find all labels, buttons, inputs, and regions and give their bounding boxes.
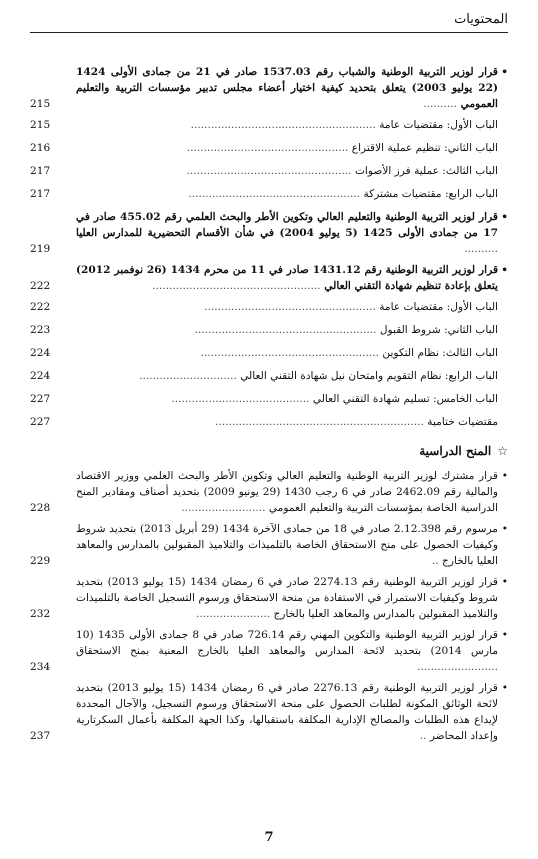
toc-subentry[interactable]: الباب الثاني: شروط القبول ...................................................... 223: [30, 324, 498, 336]
entry-title: الباب الثاني: تنظيم عملية الاقتراع: [351, 142, 498, 154]
toc-entry[interactable]: • مرسوم رقم 2.12.398 صادر في 18 من جمادى الآخرة 1434 (29 أبريل 2013) بتحديد شروط وكيفيات الحصول على منح الاستحقاق الخاصة بالتلميذات والتلاميذ المقبولين بالمدارس والمعاهد العليا بالخارج .. 229: [30, 523, 508, 567]
page-number: 215: [30, 98, 51, 110]
toc-subentry[interactable]: الباب الخامس: تسليم شهادة التقني العالي ......................................... 227: [30, 393, 498, 405]
entry-title: الباب الأول: مقتضيات عامة: [379, 301, 498, 313]
page-number: 228: [30, 502, 51, 514]
toc-subentry[interactable]: الباب الأول: مقتضيات عامة ....................................................... 215: [30, 119, 498, 131]
bullet-icon: •: [501, 470, 508, 482]
page-number: 234: [30, 661, 51, 673]
entry-title: قرار مشترك لوزير التربية الوطنية والتعليم العالي وتكوين الأطر والبحث العلمي ووزير الاقتصاد والمالية رقم 2462.09 صادر في 6 رجب 1430 (29 يونيو 2009) بتحديد أصناف ومقادير المنح الدراسية الخاصة بمؤسسات التربية والتعليم العمومي: [76, 470, 498, 514]
bullet-icon: •: [501, 523, 508, 535]
page-number: 222: [30, 301, 51, 313]
bullet-icon: •: [501, 682, 508, 694]
page-number: 227: [30, 393, 51, 405]
page-number: 232: [30, 608, 51, 620]
section-heading: [30, 444, 508, 458]
page-number: 222: [30, 280, 51, 292]
table-of-contents: [30, 64, 508, 749]
bullet-icon: •: [501, 629, 508, 641]
toc-subentry[interactable]: الباب الثاني: تنظيم عملية الاقتراع ................................................ 216: [30, 142, 498, 154]
page-number: 219: [30, 243, 51, 255]
page-number: 229: [30, 555, 51, 567]
entry-title: قرار لوزير التربية الوطنية رقم 1431.12 صادر في 11 من محرم 1434 (26 نوفمبر 2012) يتعلق بإعادة تنظيم شهادة التقني العالي: [76, 264, 499, 292]
entry-title: الباب الثالث: عملية فرز الأصوات: [354, 165, 498, 177]
entry-title: قرار لوزير التربية الوطنية رقم 2276.13 صادر في 6 رمضان 1434 (15 يوليو 2013) بتحديد لائحة الوثائق المكونة لطلبات الحصول على منحة الاستحقاق ورسوم التسجيل، والآجال المحددة لإيداع هذه الطلبات والمصالح الإدارية المكلفة باستقبالها، وكذا الجهة المكلفة بأعمال السكرتارية وإعداد المحاضر: [76, 682, 498, 742]
toc-subentry[interactable]: الباب الثالث: نظام التكوين ..................................................... 224: [30, 347, 498, 359]
page-number: 237: [30, 730, 51, 742]
entry-title: الباب الثاني: شروط القبول: [379, 324, 498, 336]
toc-entry[interactable]: • قرار مشترك لوزير التربية الوطنية والتعليم العالي وتكوين الأطر والبحث العلمي ووزير الاقتصاد والمالية رقم 2462.09 صادر في 6 رجب 1430 (29 يونيو 2009) بتحديد أصناف ومقادير المنح الدراسية الخاصة بمؤسسات التربية والتعليم العمومي ......................... 228: [30, 470, 508, 514]
running-title: المحتويات: [454, 12, 508, 27]
page-number: 224: [30, 347, 51, 359]
toc-entry[interactable]: • قرار لوزير التربية الوطنية والتكوين المهني رقم 726.14 صادر في 8 جمادى الأولى 1435 (10 مارس 2014) بتحديد لائحة المدارس والمعاهد العليا بالخارج المعنية بمنح الاستحقاق ........................ 234: [30, 629, 508, 673]
bullet-icon: •: [501, 66, 508, 78]
toc-subentry[interactable]: الباب الرابع: مقتضيات مشتركة ................................................... 217: [30, 188, 498, 200]
entry-title: مقتضيات ختامية: [427, 416, 498, 428]
page-number: 223: [30, 324, 51, 336]
entry-title: قرار لوزير التربية الوطنية والتكوين المهني رقم 726.14 صادر في 8 جمادى الأولى 1435 (10 مارس 2014) بتحديد لائحة المدارس والمعاهد العليا بالخارج المعنية بمنح الاستحقاق: [76, 629, 498, 657]
page-number: 217: [30, 188, 51, 200]
toc-subentry[interactable]: الباب الرابع: نظام التقويم وامتحان نيل شهادة التقني العالي ............................. 224: [30, 370, 498, 382]
entry-title: قرار لوزير التربية الوطنية رقم 2274.13 صادر في 6 رمضان 1434 (15 يوليو 2013) بتحديد شروط وكيفيات الاستمرار في الاستفادة من منحة الاستحقاق ورسوم التسجيل الخاصة بالتلميذات والتلاميذ المقبولين بالمدارس والمعاهد العليا بالخارج: [76, 576, 498, 620]
page-number: 224: [30, 370, 51, 382]
toc-entry[interactable]: • قرار لوزير التربية الوطنية رقم 2276.13 صادر في 6 رمضان 1434 (15 يوليو 2013) بتحديد لائحة الوثائق المكونة لطلبات الحصول على منحة الاستحقاق ورسوم التسجيل، والآجال المحددة لإيداع هذه الطلبات والمصالح الإدارية المكلفة باستقبالها، وكذا الجهة المكلفة بأعمال السكرتارية وإعداد المحاضر .. 237: [30, 682, 508, 742]
entry-title: الباب الأول: مقتضيات عامة: [379, 119, 498, 131]
bullet-icon: •: [501, 264, 508, 276]
page-number: 215: [30, 119, 51, 131]
toc-entry[interactable]: • قرار لوزير التربية الوطنية رقم 2274.13 صادر في 6 رمضان 1434 (15 يوليو 2013) بتحديد شروط وكيفيات الاستمرار في الاستفادة من منحة الاستحقاق ورسوم التسجيل الخاصة بالتلميذات والتلاميذ المقبولين بالمدارس والمعاهد العليا بالخارج ...................... 232: [30, 576, 508, 620]
page-number: 227: [30, 416, 51, 428]
entry-title: قرار لوزير التربية الوطنية والشباب رقم 1537.03 صادر في 21 من جمادى الأولى 1424 (22 يوليو 2003) يتعلق بتحديد كيفية اختيار أعضاء مجلس تدبير مؤسسات التربية والتعليم العمومي: [76, 66, 499, 110]
page-header: [30, 12, 508, 33]
page-number: 216: [30, 142, 51, 154]
toc-entry[interactable]: • قرار لوزير التربية الوطنية رقم 1431.12 صادر في 11 من محرم 1434 (26 نوفمبر 2012) يتعلق بإعادة تنظيم شهادة التقني العالي .................................................. 222: [30, 264, 508, 292]
toc-subentry[interactable]: الباب الثالث: عملية فرز الأصوات ................................................. 217: [30, 165, 498, 177]
entry-title: الباب الرابع: نظام التقويم وامتحان نيل شهادة التقني العالي: [240, 370, 498, 382]
star-icon: ☆: [497, 444, 508, 458]
page-footer-number: 7: [264, 830, 274, 845]
toc-subentry[interactable]: الباب الأول: مقتضيات عامة ................................................... 222: [30, 301, 498, 313]
page-number: 217: [30, 165, 51, 177]
entry-title: الباب الخامس: تسليم شهادة التقني العالي: [312, 393, 498, 405]
section-title: المنح الدراسية: [419, 444, 492, 458]
entry-title: الباب الرابع: مقتضيات مشتركة: [363, 188, 498, 200]
toc-entry[interactable]: • قرار لوزير التربية الوطنية والشباب رقم 1537.03 صادر في 21 من جمادى الأولى 1424 (22 يوليو 2003) يتعلق بتحديد كيفية اختيار أعضاء مجلس تدبير مؤسسات التربية والتعليم العمومي .......... 215: [30, 66, 508, 110]
entry-title: مرسوم رقم 2.12.398 صادر في 18 من جمادى الآخرة 1434 (29 أبريل 2013) بتحديد شروط وكيفيات الحصول على منح الاستحقاق الخاصة بالتلميذات والتلاميذ المقبولين بالمدارس والمعاهد العليا بالخارج: [76, 523, 498, 567]
entry-title: قرار لوزير التربية الوطنية والتعليم العالي وتكوين الأطر والبحث العلمي رقم 455.02 صادر في 17 من جمادى الأولى 1425 (5 يوليو 2004) في شأن الأقسام التحضيرية للمدارس العليا: [76, 211, 498, 239]
entry-title: الباب الثالث: نظام التكوين: [382, 347, 498, 359]
bullet-icon: •: [501, 211, 508, 223]
bullet-icon: •: [501, 576, 508, 588]
toc-entry[interactable]: • قرار لوزير التربية الوطنية والتعليم العالي وتكوين الأطر والبحث العلمي رقم 455.02 صادر في 17 من جمادى الأولى 1425 (5 يوليو 2004) في شأن الأقسام التحضيرية للمدارس العليا .......... 219: [30, 211, 508, 255]
toc-subentry[interactable]: مقتضيات ختامية .............................................................. 227: [30, 416, 498, 428]
